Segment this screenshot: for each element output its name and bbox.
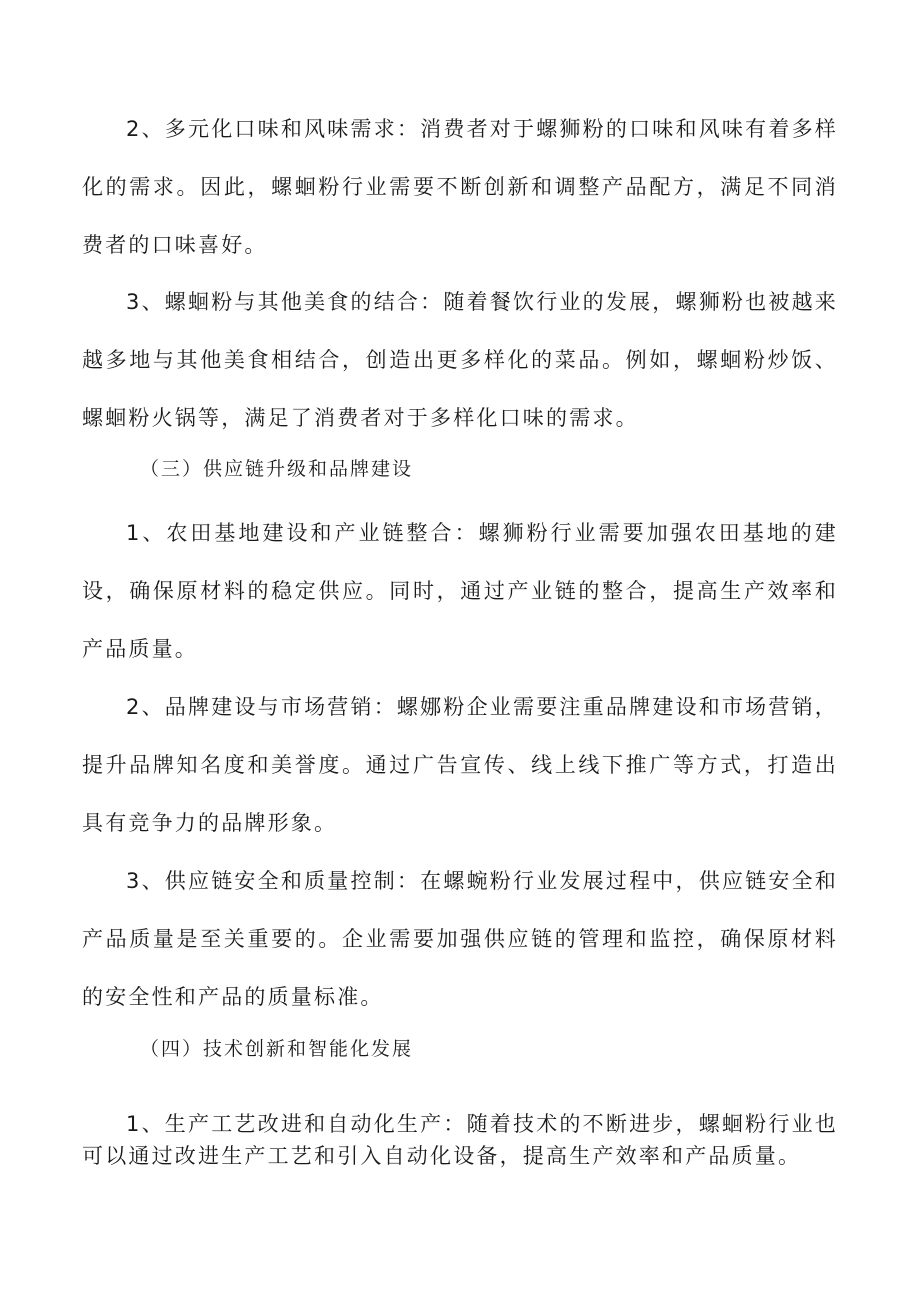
section-heading-supply-chain: （三）供应链升级和品牌建设 — [140, 458, 414, 480]
paragraph-farm-base: 1、农田基地建设和产业链整合：螺狮粉行业需要加强农田基地的建设，确保原材料的稳定供应。同时，通过产业链的整合，提高生产效率和产品质量。 — [82, 521, 838, 661]
paragraph-flavor-demand: 2、多元化口味和风味需求：消费者对于螺狮粉的口味和风味有着多样化的需求。因此，螺蛔粉行业需要不断创新和调整产品配方，满足不同消费者的口味喜好。 — [82, 117, 838, 257]
paragraph-quality-control: 3、供应链安全和质量控制：在螺蜿粉行业发展过程中，供应链安全和产品质量是至关重要的。企业需要加强供应链的管理和监控，确保原材料的安全性和产品的质量标准。 — [82, 869, 838, 1009]
paragraph-production-automation: 1、生产工艺改进和自动化生产：随着技术的不断进步，螺蛔粉行业也可以通过改进生产工艺和引入自动化设备，提高生产效率和产品质量。 — [82, 1112, 838, 1168]
paragraph-brand-building: 2、品牌建设与市场营销：螺娜粉企业需要注重品牌建设和市场营销，提升品牌知名度和美誉度。通过广告宣传、线上线下推广等方式，打造出具有竞争力的品牌形象。 — [82, 695, 838, 835]
section-heading-tech-innovation: （四）技术创新和智能化发展 — [140, 1038, 414, 1060]
paragraph-food-combination: 3、螺蛔粉与其他美食的结合：随着餐饮行业的发展，螺狮粉也被越来越多地与其他美食相结合，创造出更多样化的菜品。例如，螺蛔粉炒饭、螺蛔粉火锅等，满足了消费者对于多样化口味的需求。 — [82, 290, 838, 430]
